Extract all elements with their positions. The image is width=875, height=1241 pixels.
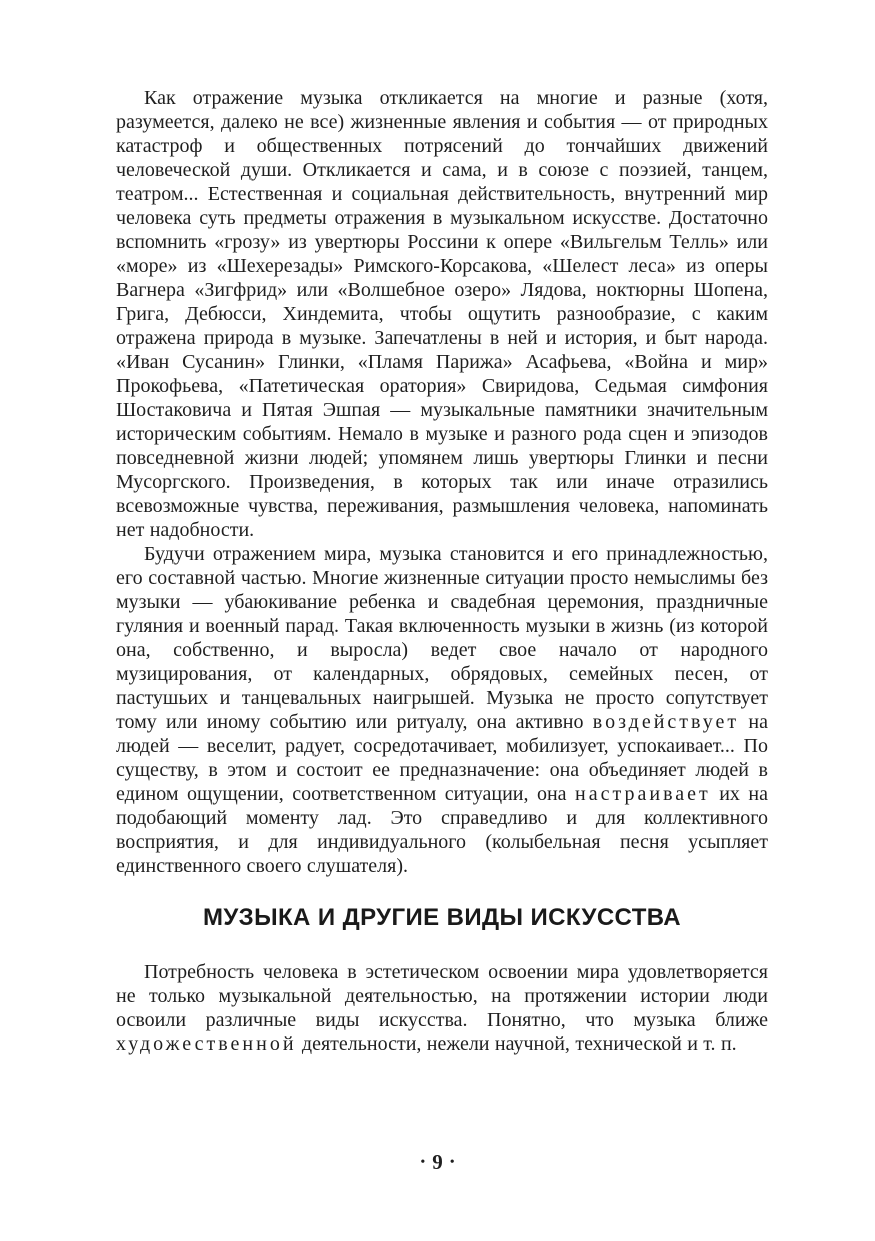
paragraph-text: Будучи отражением мира, музыка становится и его принадлежностью, его составной частью. Многие жизненные ситуации просто немыслимы без музыки — убаюкивание ребенка и свадебная церемония, праздничные гуляния и военный парад. Такая включенность музыки в жизнь (из которой она, собственно, и выросла) ведет свое начало от народного музицирования, от календарных, обрядовых, семейных песен, от пастушьих и танцевальных наигрышей. Музыка не просто сопутствует тому или иному событию или ритуалу, она активно (116, 543, 768, 733)
paragraph-other-arts (116, 960, 768, 1056)
paragraph-reflection (116, 86, 768, 542)
paragraph-music-in-life (116, 542, 768, 878)
folio-bullet-left: • (420, 1155, 426, 1170)
folio-bullet-right: • (449, 1155, 455, 1170)
page-content (116, 86, 768, 1056)
paragraph-text: Как отражение музыка откликается на многие и разные (хотя, разумеется, далеко не все) жизненные явления и события — от природных катастроф и общественных потрясений до тончайших движений человеческой души. Откликается и сама, и в союзе с поэзией, танцем, театром... Естественная и социальная действительность, внутренний мир человека суть предметы отражения в музыкальном искусстве. Достаточно вспомнить «грозу» из увертюры Россини к опере «Вильгельм Телль» или «море» из «Шехерезады» Римского-Корсакова, «Шелест леса» из оперы Вагнера «Зигфрид» или «Волшебное озеро» Лядова, ноктюрны Шопена, Грига, Дебюсси, Хиндемита, чтобы ощутить разнообразие, с каким отражена природа в музыке. Запечатлены в ней и история, и быт народа. «Иван Сусанин» Глинки, «Пламя Парижа» Асафьева, «Война и мир» Прокофьева, «Патетическая оратория» Свиридова, Седьмая симфония Шостаковича и Пятая Эшпая — музыкальные памятники значительным историческим событиям. Немало в музыке и разного рода сцен и эпизодов повседневной жизни людей; упомянем лишь увертюры Глинки и песни Мусоргского. Произведения, в которых так или иначе отразились всевозможные чувства, переживания, размышления человека, напоминать нет надобности. (116, 87, 768, 541)
paragraph-text: Потребность человека в эстетическом освоении мира удовлетворяется не только музыкальной деятельностью, на протяжении истории люди освоили различные виды искусства. Понятно, что музыка ближе (116, 961, 768, 1031)
paragraph-text: деятельности, нежели научной, технической и т. п. (296, 1033, 737, 1055)
emphasis-letterspaced: художественной (116, 1033, 297, 1055)
paragraph-text: на людей — веселит, радует, сосредотачивает, мобилизует, успокаивает... По существу, в этом и состоит ее предназначение: она объединяет людей в едином ощущении, соответственном ситуации, она (116, 711, 769, 805)
paragraph-text: их на подобающий моменту лад. Это справедливо и для коллективного восприятия, и для индивидуального (колыбельная песня усыпляет единственного своего слушателя). (116, 783, 768, 877)
emphasis-letterspaced: настраивает (575, 783, 711, 805)
folio-number: 9 (432, 1150, 443, 1174)
page-number (0, 1150, 875, 1175)
emphasis-letterspaced: воздействует (592, 711, 740, 733)
section-heading: МУЗЫКА И ДРУГИЕ ВИДЫ ИСКУССТВА (202, 904, 682, 931)
